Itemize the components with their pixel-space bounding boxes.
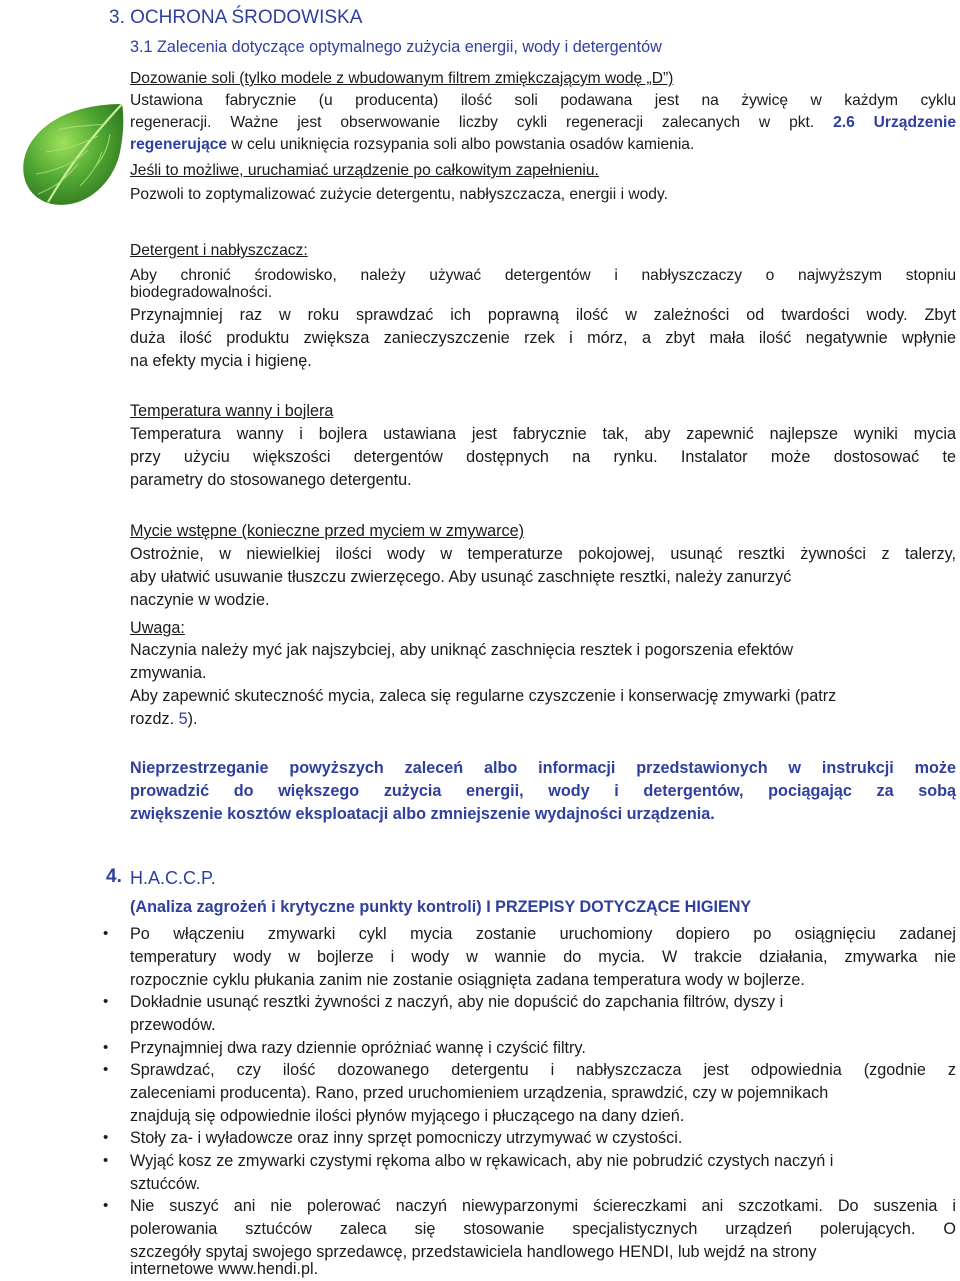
bullet-marker: • <box>103 1197 109 1214</box>
salt-heading: Dozowanie soli (tylko modele z wbudowanym filtrem zmiękczającym wodę „D”) <box>130 70 674 87</box>
haccp-item-line: Dokładnie usunąć resztki żywności z naczyń, aby nie dopuścić do zapchania filtrów, dyszy i <box>130 993 784 1011</box>
bullet-marker: • <box>103 1061 109 1078</box>
section-2-6-link-cont[interactable]: regenerujące <box>130 136 228 153</box>
detergent-text-line: Przynajmniej raz w roku sprawdzać ich poprawną ilość w zależności od twardości wody. Zbyt <box>130 306 956 324</box>
note-text-line: Naczynia należy myć jak najszybciej, aby uniknąć zaschnięcia resztek i pogorszenia efektów <box>130 641 794 659</box>
haccp-item-line: zaleceniami producenta). Rano, przed uruchomieniem urządzenia, sprawdzić, czy w pojemnikach <box>130 1084 829 1102</box>
bullet-marker: • <box>103 1039 109 1056</box>
temperature-text-line: parametry do stosowanego detergentu. <box>130 471 412 489</box>
optimize-hint: Pozwoli to zoptymalizować zużycie detergentu, nabłyszczacza, energii i wody. <box>130 186 668 203</box>
note-text-line <box>130 708 956 731</box>
haccp-item-line: sztućców. <box>130 1175 201 1193</box>
warning-text-line: Nieprzestrzeganie powyższych zaleceń albo informacji przedstawionych w instrukcji może <box>130 759 956 777</box>
section-4-number: 4. <box>106 866 122 887</box>
temperature-heading: Temperatura wanny i bojlera <box>130 402 334 420</box>
warning-text-line: zwiększenie kosztów eksploatacji albo zmniejszenie wydajności urządzenia. <box>130 805 715 823</box>
prewash-heading: Mycie wstępne (konieczne przed myciem w zmywarce) <box>130 522 525 540</box>
haccp-item-line: Przynajmniej dwa razy dziennie opróżniać wannę i czyścić filtry. <box>130 1039 586 1057</box>
detergent-text-line: biodegradowalności. <box>130 284 273 301</box>
haccp-item-line: Po włączeniu zmywarki cykl mycia zostanie uruchomiony dopiero po osiągnięciu zadanej <box>130 925 956 943</box>
haccp-item-line: Stoły za- i wyładowcze oraz inny sprzęt pomocniczy utrzymywać w czystości. <box>130 1129 683 1147</box>
note-text-line: zmywania. <box>130 664 207 682</box>
section-3-1-subtitle: 3.1 Zalecenia dotyczące optymalnego zużycia energii, wody i detergentów <box>130 38 662 56</box>
salt-text: regeneracji. Ważne jest obserwowanie liczby cykli regeneracji zalecanych w pkt. <box>130 114 834 131</box>
section-4-subtitle: (Analiza zagrożeń i krytyczne punkty kontroli) I PRZEPISY DOTYCZĄCE HIGIENY <box>130 898 752 916</box>
salt-text-line <box>130 113 956 132</box>
bullet-marker: • <box>103 993 109 1010</box>
prewash-text-line: aby ułatwić usuwanie tłuszczu zwierzęcego. Aby usunąć zaschnięte resztki, należy zanurzyć <box>130 568 792 586</box>
salt-text-line: Ustawiona fabrycznie (u producenta) ilość soli podawana jest na żywicę w każdym cyklu <box>130 92 956 109</box>
section-5-link[interactable]: 5 <box>178 710 188 728</box>
section-4-title: H.A.C.C.P. <box>130 868 216 888</box>
haccp-item-line: polerowania sztućców zaleca się stosowanie specjalistycznych urządzeń polerujących. O <box>130 1220 956 1238</box>
detergent-text-line: na efekty mycia i higienę. <box>130 352 312 370</box>
haccp-item-line: Wyjąć kosz ze zmywarki czystymi rękoma albo w rękawicach, aby nie pobrudzić czystych naczyń i <box>130 1152 834 1170</box>
warning-text-line: prowadzić do większego zużycia energii, wody i detergentów, pociągając za sobą <box>130 782 956 800</box>
temperature-text-line: Temperatura wanny i bojlera ustawiana jest fabrycznie tak, aby zapewnić najlepsze wyniki mycia <box>130 425 956 443</box>
section-2-6-link[interactable]: 2.6 Urządzenie <box>833 114 956 131</box>
full-load-hint: Jeśli to możliwe, uruchamiać urządzenie po całkowitym zapełnieniu. <box>130 162 599 179</box>
haccp-item-line: Sprawdzać, czy ilość dozowanego detergentu i nabłyszczacza jest odpowiednia (zgodnie z <box>130 1061 956 1079</box>
detergent-text-line: duża ilość produktu zwiększa zanieczyszczenie rzek i mórz, a zbyt mała ilość negatywnie wpłynie <box>130 329 956 347</box>
haccp-item-line: temperatury wody w bojlerze i wody w wannie do mycia. W trakcie działania, zmywarka nie <box>130 948 956 966</box>
haccp-item-line: rozpocznie cyklu płukania zanim nie zostanie osiągnięta zadana temperatura wody w bojlerze. <box>130 971 805 989</box>
detergent-heading: Detergent i nabłyszczacz: <box>130 242 308 259</box>
note-heading: Uwaga: <box>130 619 185 637</box>
bullet-marker: • <box>103 1152 109 1169</box>
prewash-text-line: Ostrożnie, w niewielkiej ilości wody w temperaturze pokojowej, usunąć resztki żywności z talerzy, <box>130 545 956 563</box>
haccp-item-line: Nie suszyć ani nie polerować naczyń niewyparzonymi ściereczkami ani szczotkami. Do suszenia i <box>130 1197 956 1215</box>
bullet-marker: • <box>103 925 109 942</box>
haccp-item-line: przewodów. <box>130 1016 216 1034</box>
prewash-text-line: naczynie w wodzie. <box>130 591 270 609</box>
temperature-text-line: przy użyciu większości detergentów dostępnych na rynku. Instalator może dostosować te <box>130 448 956 466</box>
detergent-text-line: Aby chronić środowisko, należy używać detergentów i nabłyszczaczy o najwyższym stopniu <box>130 267 956 284</box>
note-text-line: Aby zapewnić skuteczność mycia, zaleca się regularne czyszczenie i konserwację zmywarki (patrz <box>130 687 837 705</box>
salt-text-line <box>130 135 956 154</box>
haccp-item-line: szczegóły spytaj swojego sprzedawcę, przedstawiciela handlowego HENDI, lub wejdź na strony <box>130 1243 817 1261</box>
note-text: rozdz. <box>130 710 179 728</box>
note-text: ). <box>187 710 198 728</box>
bullet-marker: • <box>103 1129 109 1146</box>
salt-text: w celu uniknięcia rozsypania soli albo powstania osadów kamienia. <box>227 136 695 153</box>
haccp-item-line: internetowe www.hendi.pl. <box>130 1260 319 1278</box>
haccp-item-line: znajdują się odpowiednie ilości płynów myjącego i płuczącego na dany dzień. <box>130 1107 685 1125</box>
leaf-icon <box>18 100 130 208</box>
section-3-title: 3. OCHRONA ŚRODOWISKA <box>109 7 363 28</box>
